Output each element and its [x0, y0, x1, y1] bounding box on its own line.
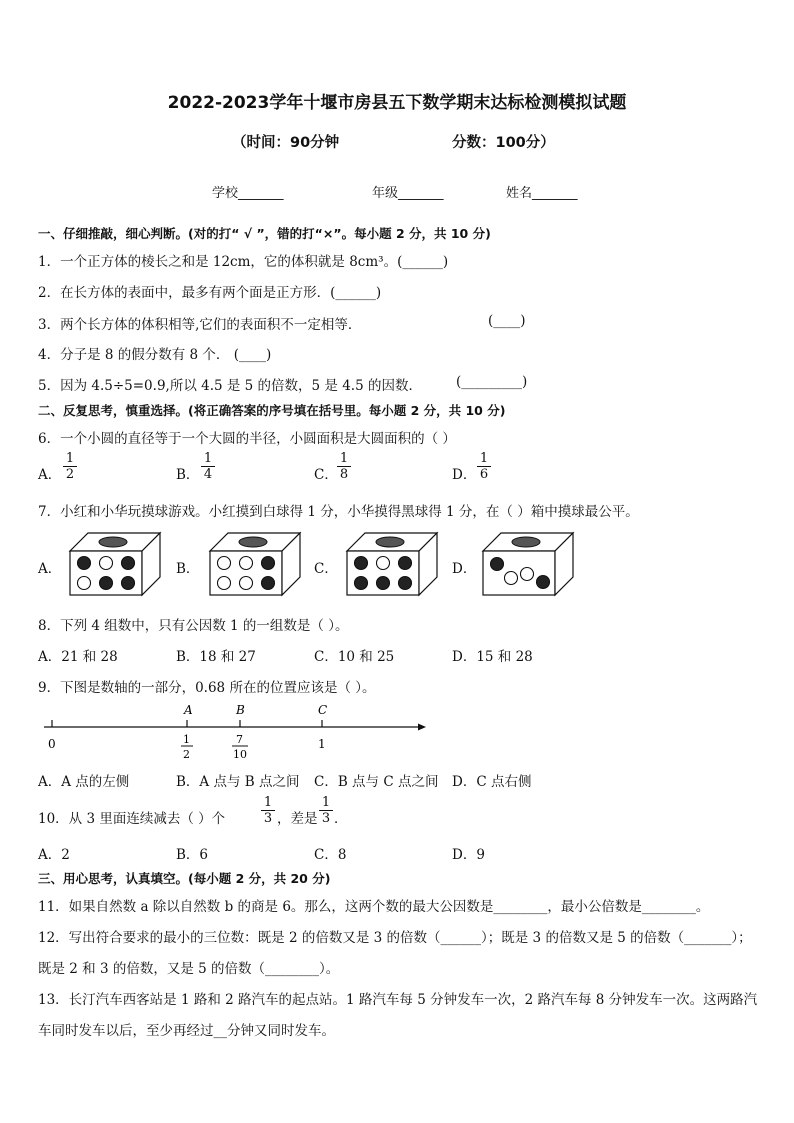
option-fraction: $\frac{1}{2}$ [63, 451, 77, 482]
black-ball [491, 558, 504, 571]
question-12-line-2: 既是 2 和 3 的倍数，又是 5 的倍数（________）。 [38, 961, 340, 977]
q8-option-a: A．21 和 28 [38, 649, 118, 665]
q10-middle: ，差是 [277, 811, 318, 827]
white-ball [240, 577, 253, 590]
white-ball [100, 557, 113, 570]
black-ball [262, 577, 275, 590]
q8-option-c: C．10 和 25 [314, 649, 395, 665]
option-fraction: $\frac{1}{4}$ [201, 451, 215, 482]
black-ball [355, 557, 368, 570]
option-letter: B． [176, 467, 200, 483]
option-letter: C． [314, 467, 338, 483]
question-13-line-2: 车同时发车以后，至少再经过__分钟又同时发车。 [38, 1023, 335, 1039]
question-4: 4．分子是 8 的假分数有 8 个． (____) [38, 347, 272, 363]
school-label: 学校 [212, 186, 239, 201]
school-field [212, 182, 284, 201]
option-letter: D． [452, 467, 477, 483]
question-3: 3．两个长方体的体积相等,它们的表面积不一定相等． [38, 317, 362, 333]
section-1-heading: 一、仔细推敲，细心判断。(对的打“ √ ”，错的打“×”。每小题 2 分，共 10 分) [38, 226, 491, 241]
box-opening [99, 537, 127, 547]
q10-prefix: 10．从 3 里面连续减去（ ）个 [38, 811, 226, 827]
question-6: 6．一个小圆的直径等于一个大圆的半径，小圆面积是大圆面积的（ ） [38, 431, 456, 447]
option-letter: A． [38, 467, 62, 483]
school-blank: _______ [238, 186, 284, 201]
question-8: 8．下列 4 组数中，只有公因数 1 的一组数是（ ）。 [38, 618, 349, 634]
ball-box [345, 531, 439, 597]
box-opening [512, 537, 540, 547]
q10-option-a: A．2 [38, 847, 70, 863]
q9-option-a: A．A 点的左侧 [38, 774, 130, 790]
q8-option-b: B．18 和 27 [176, 649, 256, 665]
question-5-blank: (_________) [456, 374, 528, 390]
q7-option-letter: C． [314, 561, 338, 577]
q10-fraction-1: $\frac{1}{3}$ [261, 795, 275, 826]
q7-option-letter: D． [452, 561, 477, 577]
point-a-label: A [184, 703, 193, 717]
option-fraction: $\frac{1}{6}$ [477, 451, 491, 482]
question-10 [38, 807, 225, 827]
question-1: 1．一个正方体的棱长之和是 12cm，它的体积就是 8cm³。(______) [38, 254, 449, 270]
ball-box [68, 531, 162, 597]
question-5: 5．因为 4.5÷5=0.9,所以 4.5 是 5 的倍数，5 是 4.5 的因数． [38, 378, 422, 394]
question-3-blank: (____) [488, 313, 526, 329]
b-numerator: 7 [236, 733, 243, 746]
black-ball [399, 577, 412, 590]
black-ball [355, 577, 368, 590]
exam-time: （时间：90分钟 [232, 135, 340, 151]
white-ball [377, 557, 390, 570]
white-ball [505, 572, 518, 585]
ball-box [208, 531, 302, 597]
ball-box [481, 531, 575, 597]
white-ball [521, 568, 534, 581]
black-ball [78, 557, 91, 570]
q10-end: ． [334, 811, 348, 827]
q7-option-letter: A． [38, 561, 62, 577]
white-ball [218, 557, 231, 570]
question-7: 7．小红和小华玩摸球游戏。小红摸到白球得 1 分，小华摸得黑球得 1 分，在（ ）箱中摸球最公平。 [38, 504, 639, 520]
black-ball [399, 557, 412, 570]
q9-option-c: C．B 点与 C 点之间 [314, 774, 439, 790]
grade-label: 年级 [372, 186, 399, 201]
axis-arrow [418, 724, 426, 731]
a-numerator: 1 [183, 733, 190, 746]
black-ball [122, 557, 135, 570]
white-ball [218, 577, 231, 590]
section-2-heading: 二、反复思考，慎重选择。(将正确答案的序号填在括号里。每小题 2 分，共 10 分) [38, 403, 506, 418]
box-opening [239, 537, 267, 547]
grade-field [372, 182, 444, 201]
point-c-label: C [318, 703, 328, 717]
black-ball [122, 577, 135, 590]
name-label: 姓名 [506, 186, 533, 201]
q10-option-b: B．6 [176, 847, 209, 863]
grade-blank: _______ [398, 186, 444, 201]
q10-fraction-2: $\frac{1}{3}$ [319, 795, 333, 826]
c-value-label: 1 [318, 737, 326, 751]
page-title: 2022-2023学年十堰市房县五下数学期末达标检测模拟试题 [167, 93, 627, 113]
question-2: 2．在长方体的表面中，最多有两个面是正方形．(______) [38, 285, 382, 301]
white-ball [78, 577, 91, 590]
question-9: 9．下图是数轴的一部分，0.68 所在的位置应该是（ ）。 [38, 680, 376, 696]
q10-option-d: D．9 [452, 847, 485, 863]
option-fraction: $\frac{1}{8}$ [337, 451, 351, 482]
exam-score: 分数：100分） [452, 135, 555, 151]
b-denominator: 10 [233, 748, 247, 761]
black-ball [100, 577, 113, 590]
name-blank: _______ [532, 186, 578, 201]
name-field [506, 182, 578, 201]
white-ball [240, 557, 253, 570]
black-ball [262, 557, 275, 570]
question-11: 11．如果自然数 a 除以自然数 b 的商是 6。那么，这两个数的最大公因数是________，最小公倍数是________。 [38, 899, 710, 915]
q8-option-d: D．15 和 28 [452, 649, 533, 665]
question-12-line-1: 12．写出符合要求的最小的三位数：既是 2 的倍数又是 3 的倍数（______）；既是 3 的倍数又是 5 的倍数（_______）； [38, 930, 752, 946]
q7-option-letter: B． [176, 561, 200, 577]
number-line [40, 700, 430, 764]
q10-option-c: C．8 [314, 847, 347, 863]
zero-label: 0 [48, 737, 56, 751]
q9-option-d: D．C 点右侧 [452, 774, 532, 790]
question-13-line-1: 13．长汀汽车西客站是 1 路和 2 路汽车的起点站。1 路汽车每 5 分钟发车一次，2 路汽车每 8 分钟发车一次。这两路汽 [38, 992, 758, 1008]
black-ball [537, 576, 550, 589]
a-denominator: 2 [183, 748, 190, 761]
q9-option-b: B．A 点与 B 点之间 [176, 774, 300, 790]
black-ball [377, 577, 390, 590]
section-3-heading: 三、用心思考，认真填空。(每小题 2 分，共 20 分) [38, 871, 331, 886]
box-opening [376, 537, 404, 547]
point-b-label: B [236, 703, 245, 717]
